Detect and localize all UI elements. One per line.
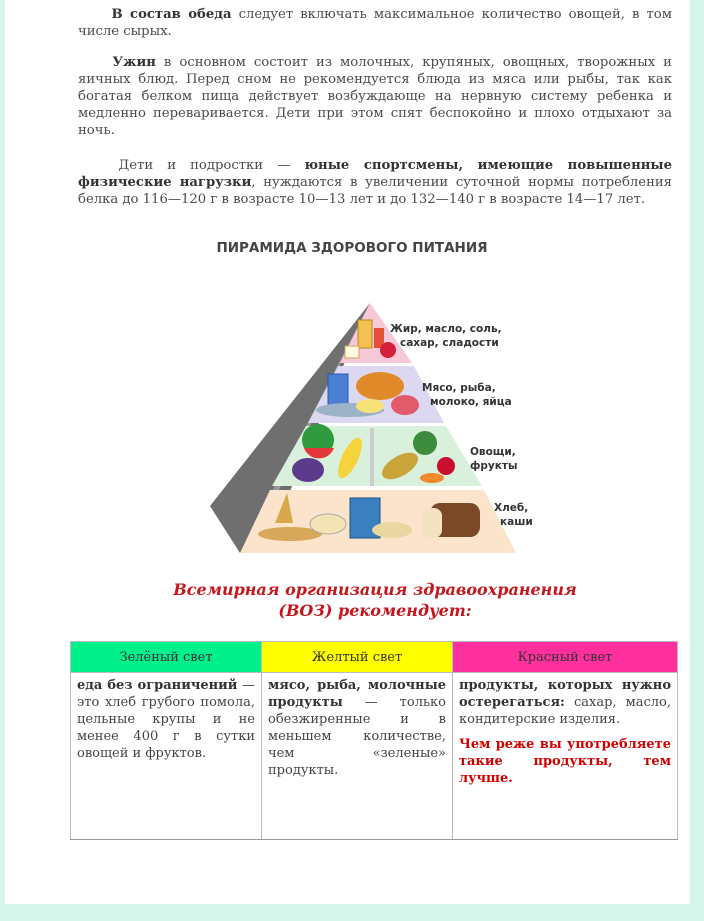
paragraph-dinner: [78, 54, 672, 139]
who-title-line2: (ВОЗ) рекомендует:: [278, 601, 472, 620]
red-text: сахар, масло, кондитерские изделия.: [459, 695, 671, 727]
table-row: [71, 673, 678, 840]
yellow-bold: мясо, рыба, молочные продукты: [268, 678, 446, 710]
pyramid-label-bread-1: Хлеб,: [494, 502, 529, 514]
page-frame-right: [690, 0, 704, 921]
cell-yellow: [262, 673, 453, 840]
cell-red: [453, 673, 678, 840]
athletes-pre: Дети и подростки —: [118, 158, 305, 173]
athletes-text: , нуждаются в увеличении суточной нормы потребления белка до 116—120 г в возрасте 10—13 лет и до 132—140 г в возрасте 14—17 лет.: [78, 175, 672, 207]
pyramid-label-veg-1: Овощи,: [470, 446, 516, 458]
header-green-light: Зелёный свет: [71, 642, 262, 673]
recommendation-table: [70, 641, 678, 840]
red-bold: продукты, которых нужно остерегаться:: [459, 678, 671, 710]
paragraph-athletes: [78, 157, 672, 208]
athletes-bold: юные спортсмены, имеющие повышенные физические нагрузки: [78, 158, 672, 190]
cell-green: [71, 673, 262, 840]
pyramid-title: ПИРАМИДА ЗДОРОВОГО ПИТАНИЯ: [216, 240, 488, 256]
header-yellow-light: Желтый свет: [262, 642, 453, 673]
pyramid-label-meat-1: Мясо, рыба,: [422, 382, 496, 394]
dinner-text: в основном состоит из молочных, крупяных, овощных, творожных и яичных блюд. Перед сном не рекомендуется блюда из мяса или рыбы, так как богатая белком пища действует возбуждающе на нервную систему ребенка и медленно переваривается. Дети при этом спят беспокойно и плохо отдыхают за ночь.: [78, 55, 672, 138]
pyramid-label-meat-2: молоко, яйца: [430, 396, 512, 408]
paragraph-lunch: [78, 6, 672, 40]
green-text: — это хлеб грубого помола, цельные крупы и не менее 400 г в сутки овощей и фруктов.: [77, 678, 255, 761]
table-header-row: [71, 642, 678, 673]
pyramid-label-fats-2: сахар, сладости: [400, 337, 499, 349]
who-recommendation-title: [0, 579, 704, 621]
green-bold: еда без ограничений: [77, 678, 238, 693]
yellow-text: — только обезжиренные и в меньшем количестве, чем «зеленые» продукты.: [268, 695, 446, 778]
red-note: Чем реже вы употребляете такие продукты, тем лучше.: [459, 737, 671, 786]
food-pyramid-figure: [200, 298, 560, 560]
who-title-line1: Всемирная организация здравоохранения: [173, 580, 577, 599]
header-red-light: Красный свет: [453, 642, 678, 673]
pyramid-label-bread-2: каши: [500, 516, 533, 528]
dinner-bold: Ужин: [112, 55, 156, 70]
lunch-text: следует включать максимальное количество овощей, в том числе сырых.: [78, 7, 672, 39]
page-frame-bottom: [0, 904, 704, 921]
pyramid-label-veg-2: фрукты: [470, 460, 518, 472]
lunch-bold: В состав обеда: [111, 7, 232, 22]
pyramid-label-fats-1: Жир, масло, соль,: [390, 323, 502, 335]
